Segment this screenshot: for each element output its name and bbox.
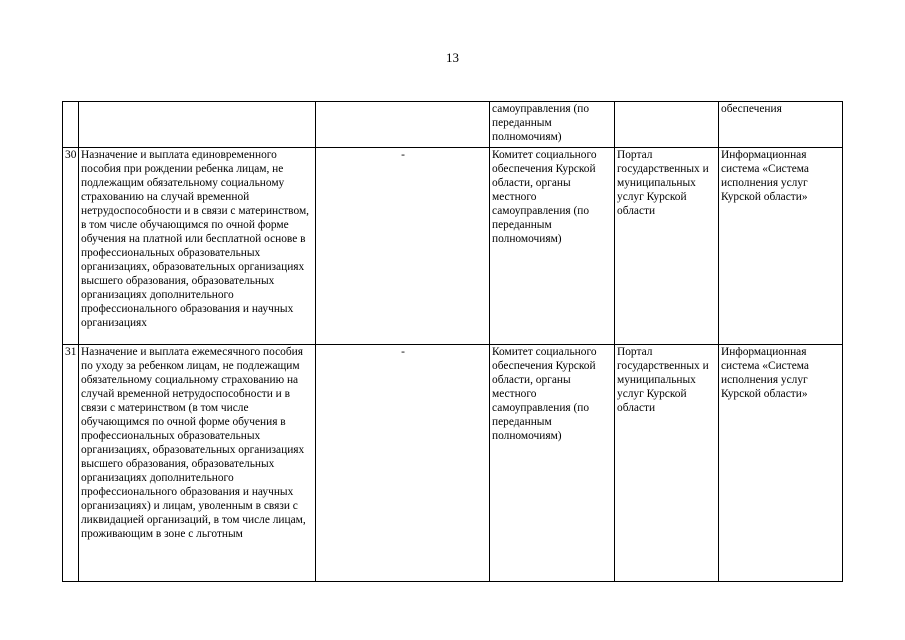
row-number: 30 <box>63 148 79 345</box>
authority-cell: Комитет социального обеспечения Курской области, органы местного самоуправления (по переданным полномочиям) <box>490 148 615 345</box>
page-bottom-margin <box>0 584 905 640</box>
system-cell: Информационная система «Система исполнения услуг Курской области» <box>719 148 843 345</box>
page-number: 13 <box>446 50 459 65</box>
dash-cell <box>316 102 490 148</box>
authority-cell: Комитет социального обеспечения Курской области, органы местного самоуправления (по переданным полномочиям) <box>490 345 615 582</box>
portal-cell: Портал государственных и муниципальных услуг Курской области <box>615 148 719 345</box>
table-row <box>63 148 843 345</box>
row-number: 31 <box>63 345 79 582</box>
portal-cell: Портал государственных и муниципальных услуг Курской области <box>615 345 719 582</box>
services-table <box>62 101 843 582</box>
dash-cell: - <box>316 148 490 345</box>
portal-cell <box>615 102 719 148</box>
row-number <box>63 102 79 148</box>
service-name <box>79 102 316 148</box>
table-row <box>63 345 843 582</box>
authority-cell: самоуправления (по переданным полномочиям) <box>490 102 615 148</box>
system-cell: обеспечения <box>719 102 843 148</box>
dash-cell: - <box>316 345 490 582</box>
table-row <box>63 102 843 148</box>
system-cell: Информационная система «Система исполнения услуг Курской области» <box>719 345 843 582</box>
service-name: Назначение и выплата единовременного пособия при рождении ребенка лицам, не подлежащим обязательному социальному страхованию на случай временной нетрудоспособности и в связи с материнством, в том числе обучающимся по очной форме обучения на платной или бесплатной основе в профессиональных образовательных организациях, образовательных организациях высшего образования, образовательных организациях дополнительного профессионального образования и научных организациях <box>79 148 316 345</box>
service-name: Назначение и выплата ежемесячного пособия по уходу за ребенком лицам, не подлежащим обязательному социальному страхованию на случай временной нетрудоспособности и в связи с материнством (в том числе обучающимся по очной форме обучения в профессиональных образовательных организациях, образовательных организациях высшего образования, образовательных организациях дополнительного профессионального образования и научных организациях) и лицам, уволенным в связи с ликвидацией организаций, в том числе лицам, проживающим в зоне с льготным <box>79 345 316 582</box>
